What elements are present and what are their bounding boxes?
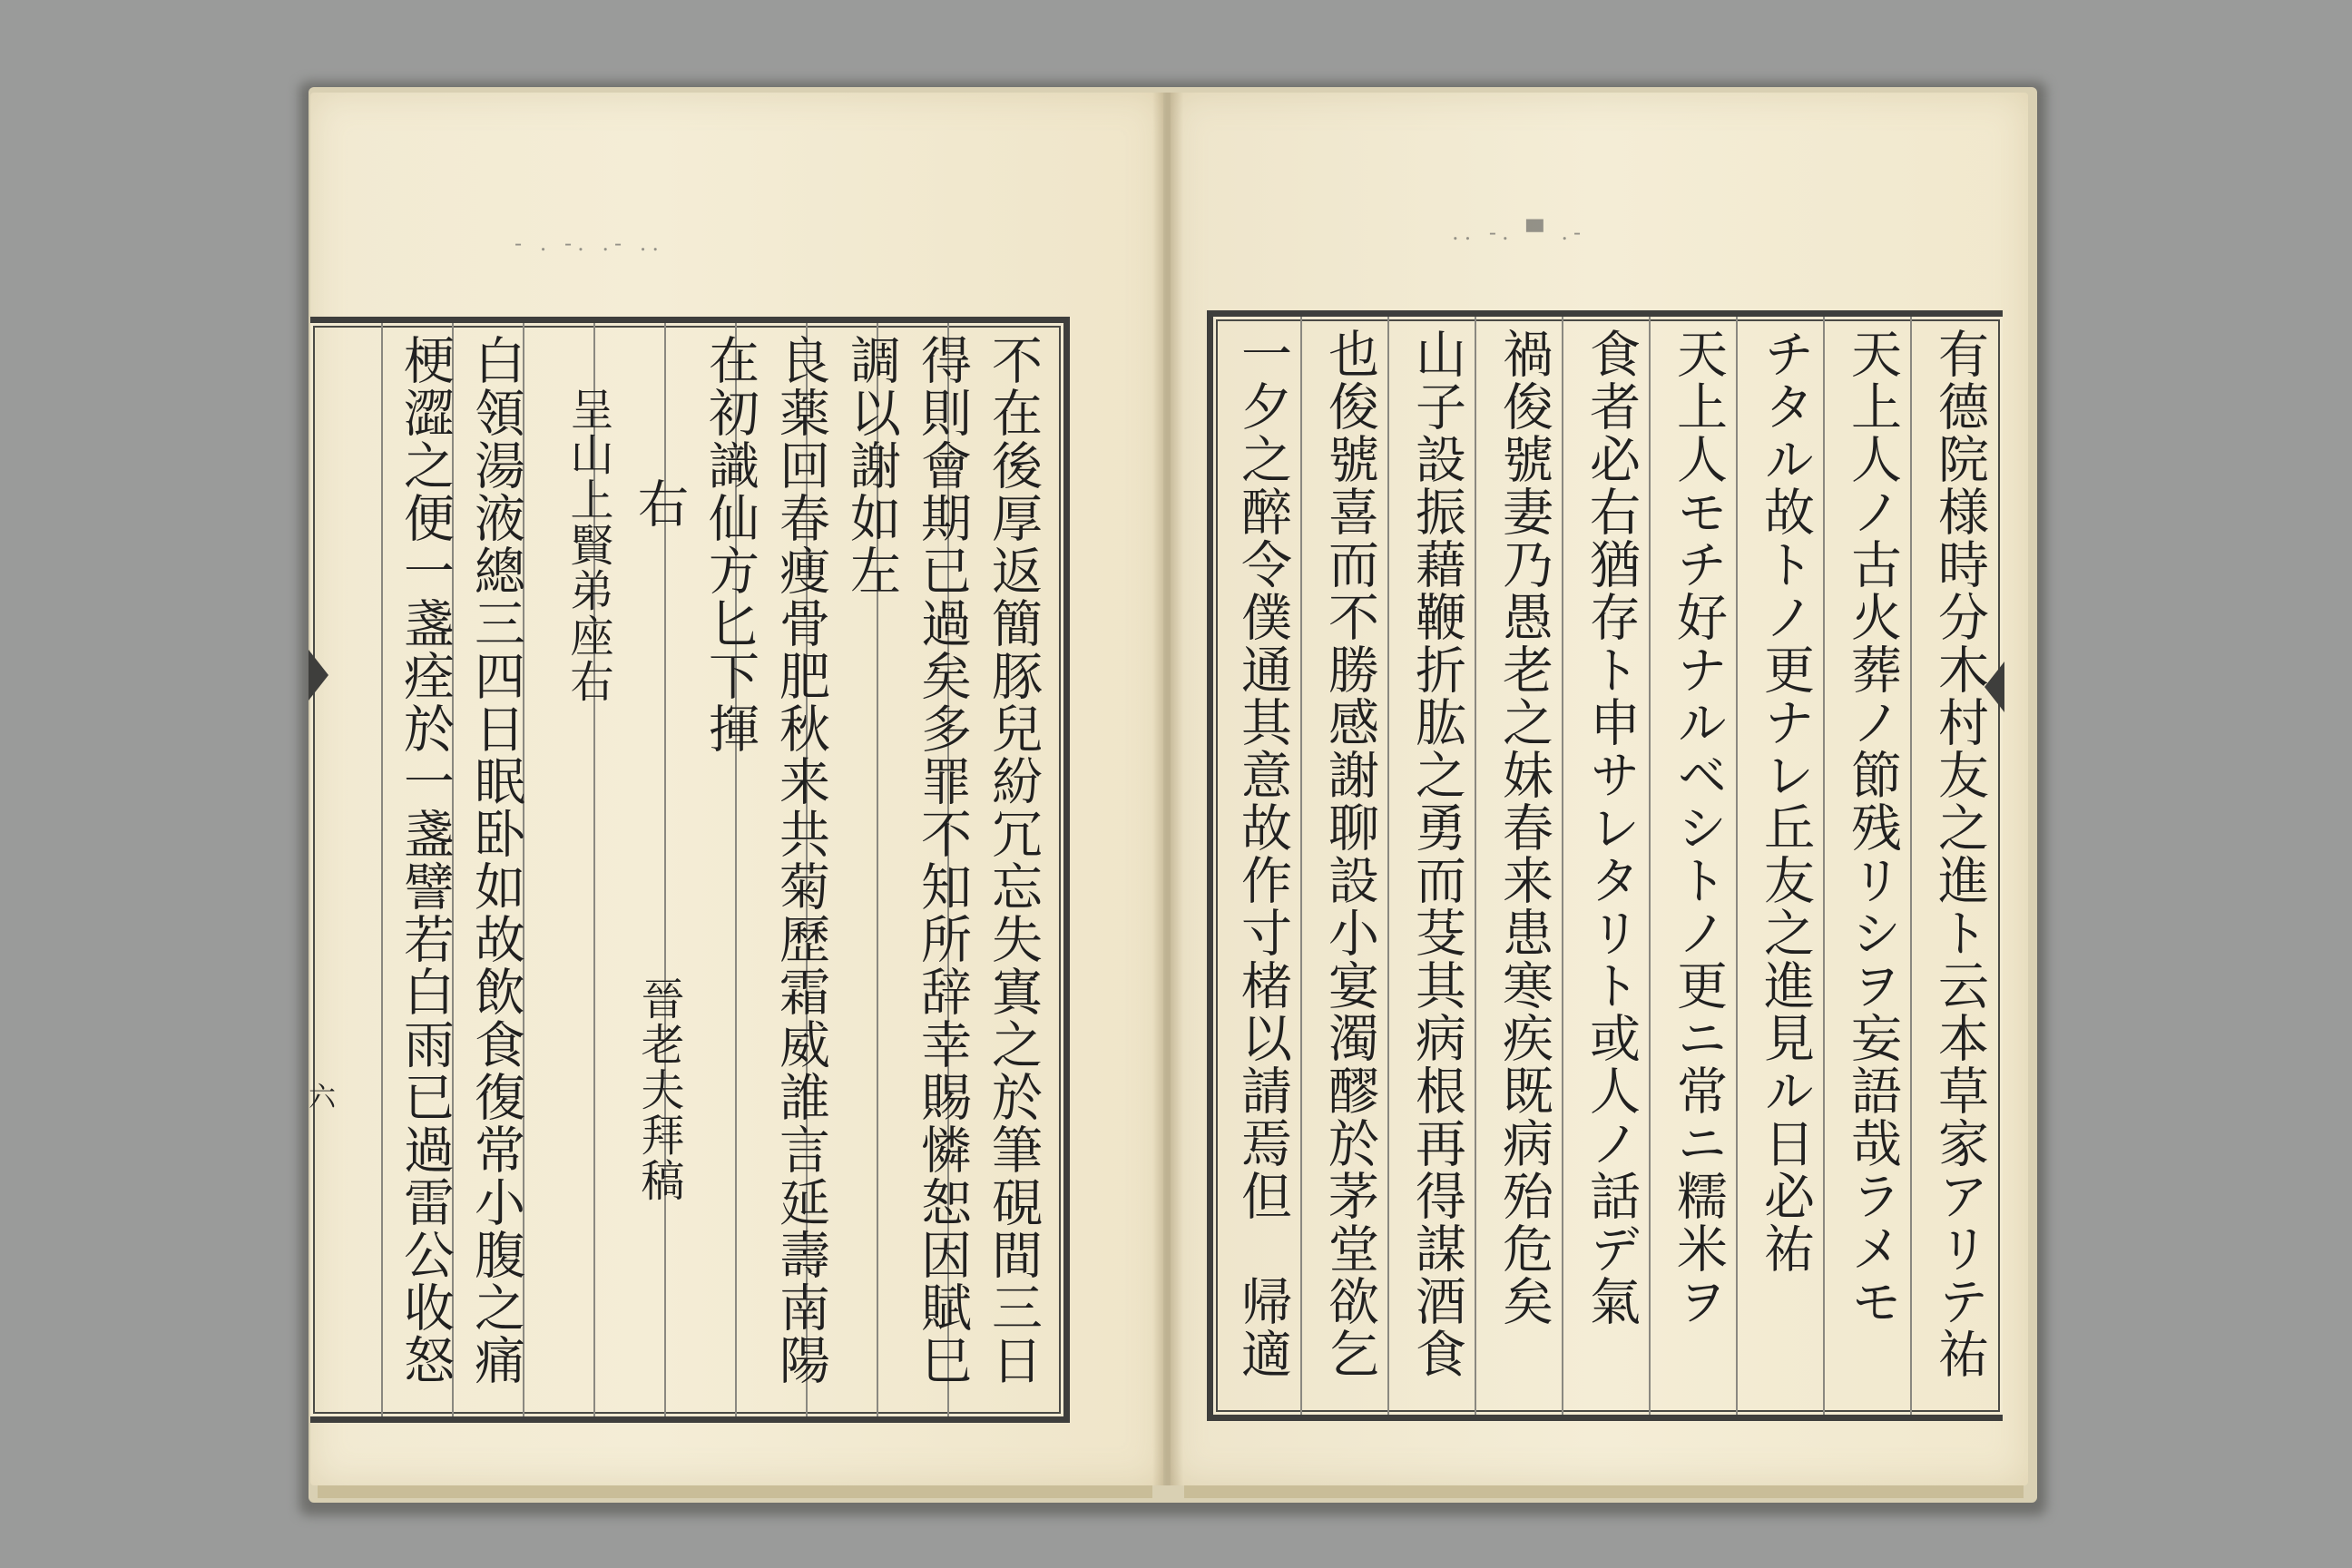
text-column: 白領湯液總三四日眠卧如故飲食復常小腹之痛 (466, 334, 525, 1387)
column-rule (1300, 317, 1302, 1415)
column-rule (1910, 317, 1912, 1415)
right-page-frame (1207, 310, 2003, 1421)
text-column: 天上人モチ好ナルベシトノ更ニ常ニ糯米ヲ (1669, 328, 1728, 1328)
page-edge (1184, 1485, 2024, 1498)
column-rule (1387, 317, 1389, 1415)
text-column: 在初識仙方匕下揮 (701, 334, 760, 755)
column-rule (1475, 317, 1476, 1415)
column-rule (1649, 317, 1651, 1415)
text-column: 有德院様時分木村友之進ト云本草家アリテ祐 (1930, 328, 1989, 1380)
text-column: 天上人ノ古火葬ノ節残リシヲ妄語哉ラメモ (1843, 328, 1902, 1328)
right-page (1171, 93, 2028, 1485)
bleed-through-marks: .. -. ▀ .- (1452, 220, 1587, 245)
text-column: 右 (630, 477, 689, 530)
text-column: 也俊號喜而不勝感謝聊設小宴濁醪於茅堂欲乞 (1320, 328, 1379, 1380)
text-column: 得則會期已過矣多罪不知所辞幸賜憐恕因賦巳 (913, 334, 972, 1387)
text-column: 一夕之醉令僕通其意故作寸楮以請焉但 帰適 (1233, 328, 1292, 1380)
page-number: 六 (309, 1082, 336, 1113)
column-rule (1823, 317, 1825, 1415)
text-column: 不在後厚返簡豚兒紛冗忘失寘之於筆硯間三日 (984, 334, 1043, 1387)
column-rule (1736, 317, 1738, 1415)
text-column: 山子設振藉鞭折肱之勇而芟其病根再得謀酒食 (1407, 328, 1466, 1380)
addressee-column: 呈山上賢弟座右 (563, 387, 613, 704)
book-gutter (1152, 93, 1183, 1485)
left-page-frame (310, 317, 1070, 1423)
fishtail-mark (309, 650, 328, 701)
text-column: 禍俊號妻乃愚老之妹春来患寒疾既病殆危矣 (1494, 328, 1553, 1328)
text-column: 良薬回春痩骨肥秋来共菊歷霜威誰言延壽南陽 (771, 334, 830, 1387)
text-column: 食者必右猶存ト申サレタリト或人ノ話デ氣 (1582, 328, 1641, 1328)
text-column: 調以謝如左 (842, 334, 901, 597)
page-edge (318, 1485, 1152, 1498)
column-rule (381, 323, 383, 1416)
signature-column: 晉老夫拜稿 (633, 976, 684, 1203)
open-book (309, 87, 2037, 1503)
left-page (310, 93, 1163, 1485)
text-column: 梗澀之便一盞痊於一盞譬若白雨已過雷公收怒 (396, 334, 455, 1387)
column-rule (1562, 317, 1563, 1415)
text-column: チタル故トノ更ナレ丘友之進見ル日必祐 (1756, 328, 1815, 1275)
bleed-through-marks: - . -. .- .. (514, 230, 664, 256)
